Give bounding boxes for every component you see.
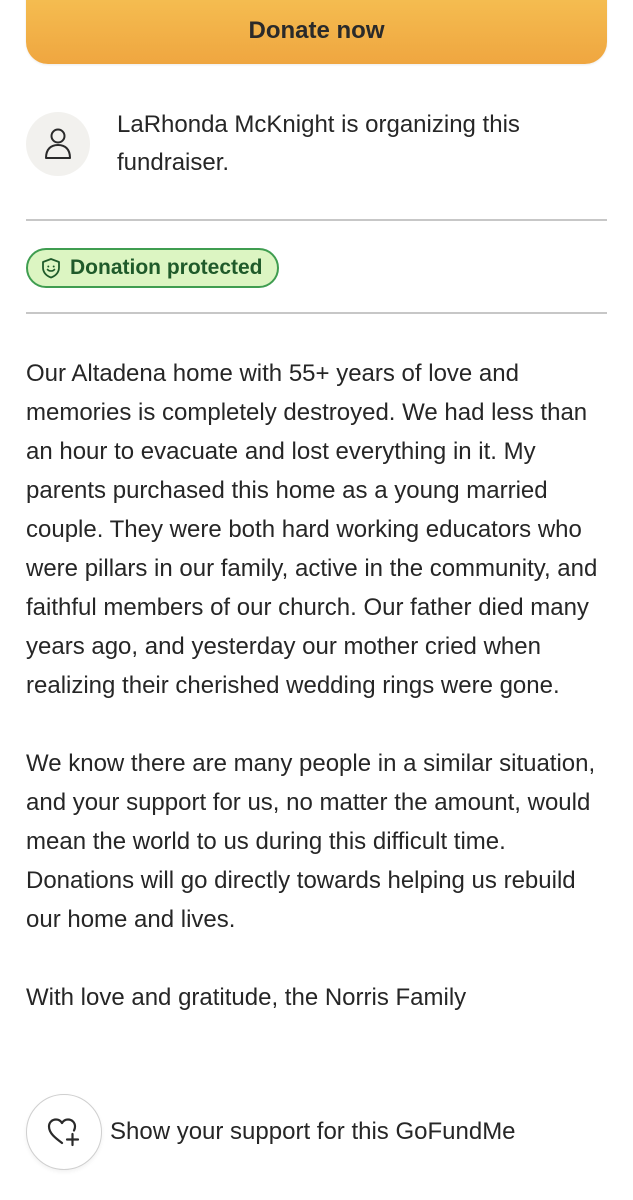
- story-text: [26, 354, 616, 1056]
- organizer-section: [26, 106, 607, 196]
- donate-now-label: Donate now: [248, 17, 385, 44]
- story-paragraph: Our Altadena home with 55+ years of love and memories is completely destroyed. We had less than an hour to evacuate and lost everything in it. My parents purchased this home as a young married couple. They were both hard working educators who were pillars in our family, active in the community, and faithful members of our church. Our father died many years ago, and yesterday our mother cried when realizing their cherished wedding rings were gone.: [26, 360, 598, 699]
- shield-smile-icon: [40, 257, 62, 279]
- support-section: [26, 1092, 516, 1172]
- divider: [26, 219, 607, 221]
- donate-now-button[interactable]: [26, 0, 607, 64]
- organizer-text: LaRhonda McKnight is organizing this fundraiser.: [117, 111, 520, 176]
- support-label[interactable]: Show your support for this GoFundMe: [110, 1118, 516, 1145]
- person-icon: [43, 127, 73, 161]
- story-signoff: With love and gratitude, the Norris Family: [26, 984, 467, 1011]
- support-heart-button[interactable]: [26, 1094, 102, 1170]
- avatar[interactable]: [26, 112, 90, 176]
- donation-protected-label: Donation protected: [70, 256, 263, 279]
- heart-plus-icon: [46, 1116, 82, 1148]
- story-paragraph: We know there are many people in a similar situation, and your support for us, no matter the amount, would mean the world to us during this difficult time. Donations will go directly towards helping us rebuild our home and lives.: [26, 750, 596, 933]
- donation-protected-badge[interactable]: [26, 248, 279, 288]
- divider: [26, 312, 607, 314]
